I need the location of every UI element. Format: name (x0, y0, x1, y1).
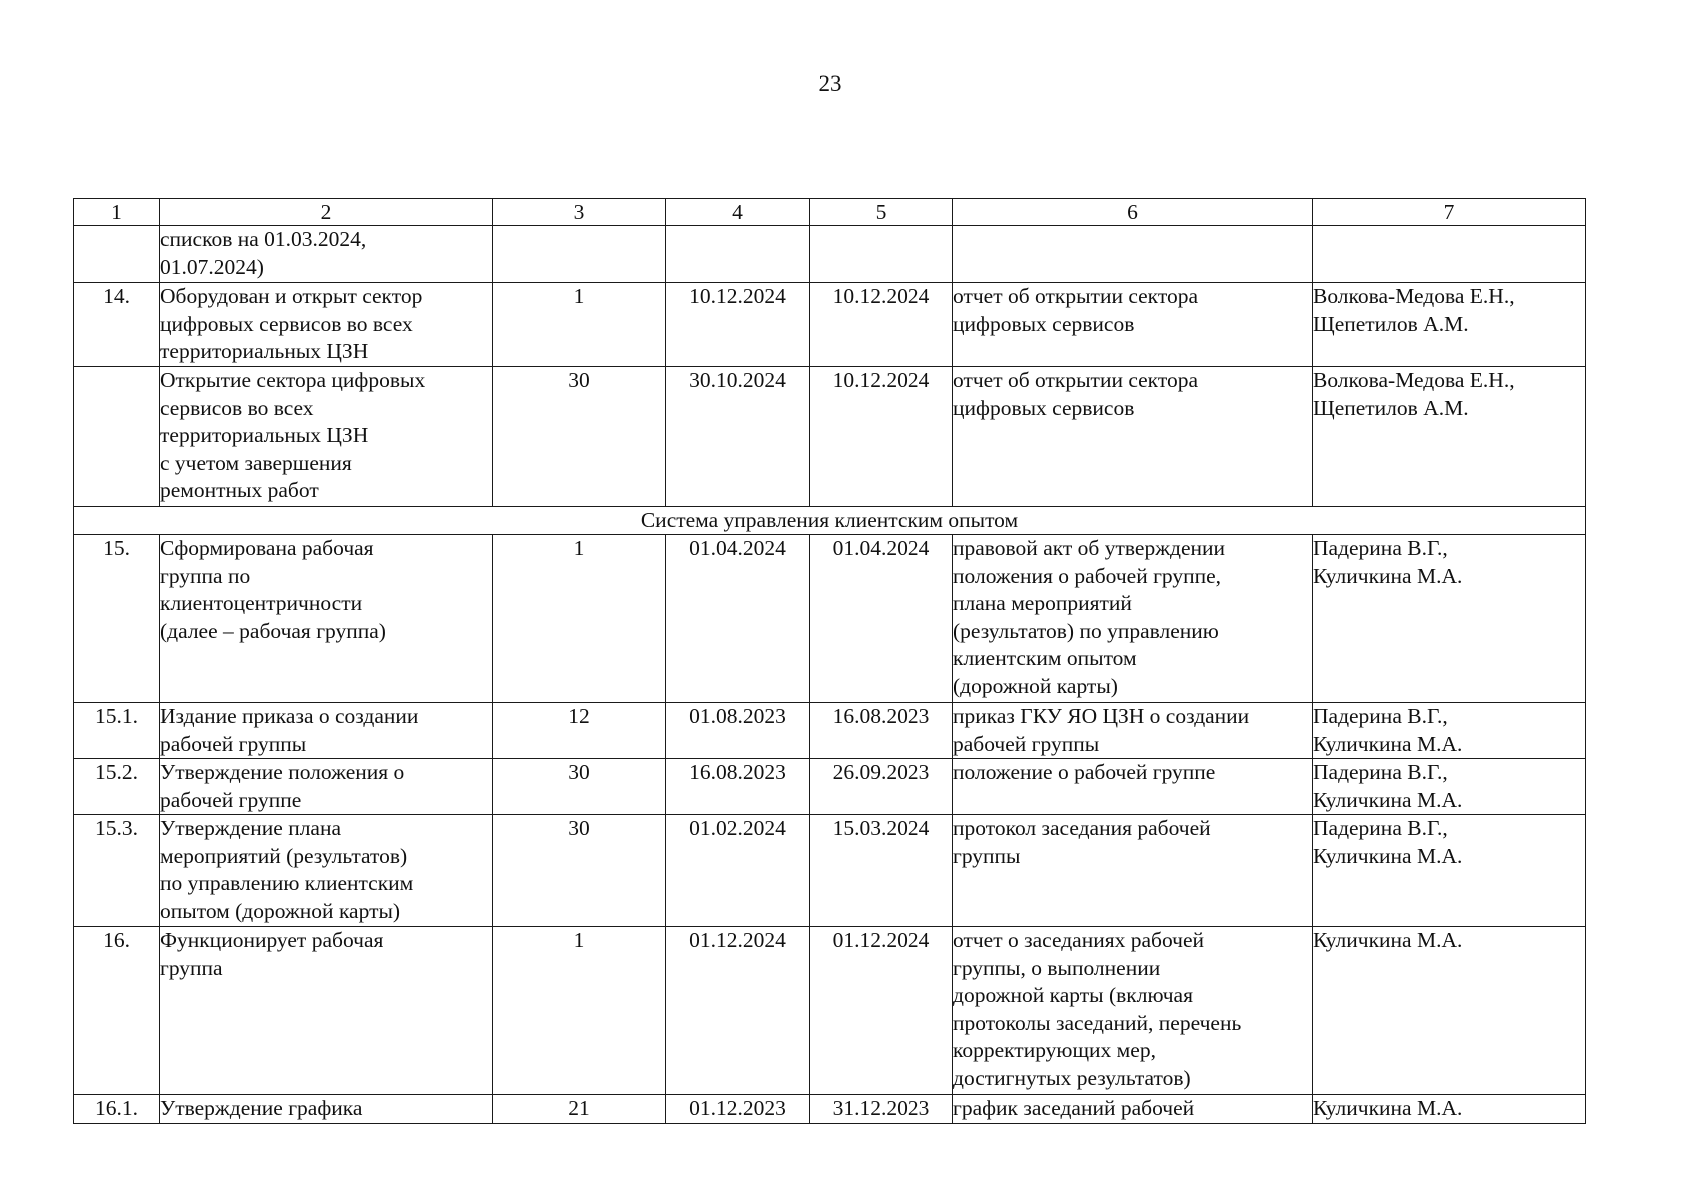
row-number: 16.1. (74, 1095, 160, 1124)
responsible-cell (1313, 759, 1586, 815)
table-row (74, 1095, 1586, 1124)
plan-table (73, 198, 1586, 1124)
start-date-cell: 01.12.2024 (666, 927, 810, 1095)
activity-name (160, 226, 493, 283)
activity-name-text: Открытие сектора цифровых сервисов во всех территориальных ЦЗН с учетом завершения ремонтных работ (160, 368, 426, 502)
responsible-cell (1313, 535, 1586, 703)
responsible-text: Куличкина М.А. (1313, 928, 1463, 952)
result-text: приказ ГКУ ЯО ЦЗН о создании рабочей группы (953, 704, 1250, 756)
column-header: 6 (953, 199, 1313, 226)
quantity-cell: 12 (493, 703, 666, 759)
end-date-cell: 16.08.2023 (810, 703, 953, 759)
start-date-cell: 01.12.2023 (666, 1095, 810, 1124)
column-header: 3 (493, 199, 666, 226)
responsible-cell (1313, 927, 1586, 1095)
responsible-text: Волкова-Медова Е.Н., Щепетилов А.М. (1313, 284, 1515, 336)
responsible-cell (1313, 815, 1586, 927)
quantity-cell: 30 (493, 367, 666, 507)
start-date-cell (666, 226, 810, 283)
activity-name (160, 283, 493, 367)
responsible-cell (1313, 367, 1586, 507)
result-text: график заседаний рабочей (953, 1096, 1195, 1120)
responsible-text: Падерина В.Г., Куличкина М.А. (1313, 704, 1463, 756)
activity-name-text: Утверждение положения о рабочей группе (160, 760, 405, 812)
start-date-cell: 10.12.2024 (666, 283, 810, 367)
end-date-cell: 01.12.2024 (810, 927, 953, 1095)
result-cell (953, 703, 1313, 759)
activity-name-text: Оборудован и открыт сектор цифровых сервисов во всех территориальных ЦЗН (160, 284, 423, 363)
result-text: положение о рабочей группе (953, 760, 1216, 784)
table-row (74, 759, 1586, 815)
column-header: 5 (810, 199, 953, 226)
responsible-text: Волкова-Медова Е.Н., Щепетилов А.М. (1313, 368, 1515, 420)
result-cell (953, 226, 1313, 283)
section-row (74, 507, 1586, 535)
activity-name (160, 535, 493, 703)
table-row (74, 927, 1586, 1095)
quantity-cell: 1 (493, 535, 666, 703)
start-date-cell: 30.10.2024 (666, 367, 810, 507)
responsible-text: Куличкина М.А. (1313, 1096, 1463, 1120)
column-header: 4 (666, 199, 810, 226)
end-date-cell: 15.03.2024 (810, 815, 953, 927)
result-cell (953, 815, 1313, 927)
activity-name-text: списков на 01.03.2024, 01.07.2024) (160, 227, 367, 279)
table-row (74, 815, 1586, 927)
result-text: отчет об открытии сектора цифровых сервисов (953, 284, 1199, 336)
end-date-cell (810, 226, 953, 283)
row-number (74, 367, 160, 507)
row-number: 15.3. (74, 815, 160, 927)
activity-name (160, 815, 493, 927)
page-number: 23 (818, 71, 842, 96)
start-date-cell: 01.04.2024 (666, 535, 810, 703)
quantity-cell: 30 (493, 759, 666, 815)
activity-name (160, 367, 493, 507)
column-header: 1 (74, 199, 160, 226)
activity-name-text: Утверждение плана мероприятий (результатов) по управлению клиентским опытом (дорожной карты) (160, 816, 414, 923)
activity-name (160, 759, 493, 815)
table-row (74, 535, 1586, 703)
column-header: 7 (1313, 199, 1586, 226)
end-date-cell: 01.04.2024 (810, 535, 953, 703)
row-number: 15.2. (74, 759, 160, 815)
row-number: 14. (74, 283, 160, 367)
end-date-cell: 31.12.2023 (810, 1095, 953, 1124)
result-text: протокол заседания рабочей группы (953, 816, 1211, 868)
result-cell (953, 759, 1313, 815)
activity-name-text: Издание приказа о создании рабочей группы (160, 704, 419, 756)
responsible-text: Падерина В.Г., Куличкина М.А. (1313, 760, 1463, 812)
table-row (74, 226, 1586, 283)
quantity-cell: 21 (493, 1095, 666, 1124)
responsible-cell (1313, 1095, 1586, 1124)
end-date-cell: 10.12.2024 (810, 367, 953, 507)
activity-name-text: Утверждение графика (160, 1096, 363, 1120)
section-title: Система управления клиентским опытом (74, 507, 1586, 535)
result-cell (953, 283, 1313, 367)
start-date-cell: 01.08.2023 (666, 703, 810, 759)
row-number (74, 226, 160, 283)
result-cell (953, 535, 1313, 703)
quantity-cell: 1 (493, 927, 666, 1095)
result-cell (953, 367, 1313, 507)
quantity-cell: 30 (493, 815, 666, 927)
table-row (74, 703, 1586, 759)
activity-name-text: Сформирована рабочая группа по клиентоцентричности (далее – рабочая группа) (160, 536, 386, 643)
activity-name (160, 703, 493, 759)
result-text: правовой акт об утверждении положения о рабочей группе, плана мероприятий (результатов) по управлению клиентским опытом (дорожной карты) (953, 536, 1226, 698)
result-text: отчет о заседаниях рабочей группы, о выполнении дорожной карты (включая протоколы заседаний, перечень корректирующих мер, достигнутых результатов) (953, 928, 1242, 1090)
activity-name (160, 1095, 493, 1124)
end-date-cell: 26.09.2023 (810, 759, 953, 815)
start-date-cell: 01.02.2024 (666, 815, 810, 927)
table-row (74, 283, 1586, 367)
activity-name-text: Функционирует рабочая группа (160, 928, 384, 980)
result-cell (953, 927, 1313, 1095)
header-row (74, 199, 1586, 226)
responsible-cell (1313, 703, 1586, 759)
row-number: 15.1. (74, 703, 160, 759)
quantity-cell (493, 226, 666, 283)
responsible-text: Падерина В.Г., Куличкина М.А. (1313, 536, 1463, 588)
column-header: 2 (160, 199, 493, 226)
result-cell (953, 1095, 1313, 1124)
start-date-cell: 16.08.2023 (666, 759, 810, 815)
table-row (74, 367, 1586, 507)
result-text: отчет об открытии сектора цифровых сервисов (953, 368, 1199, 420)
row-number: 16. (74, 927, 160, 1095)
quantity-cell: 1 (493, 283, 666, 367)
row-number: 15. (74, 535, 160, 703)
responsible-cell (1313, 226, 1586, 283)
activity-name (160, 927, 493, 1095)
end-date-cell: 10.12.2024 (810, 283, 953, 367)
responsible-text: Падерина В.Г., Куличкина М.А. (1313, 816, 1463, 868)
responsible-cell (1313, 283, 1586, 367)
